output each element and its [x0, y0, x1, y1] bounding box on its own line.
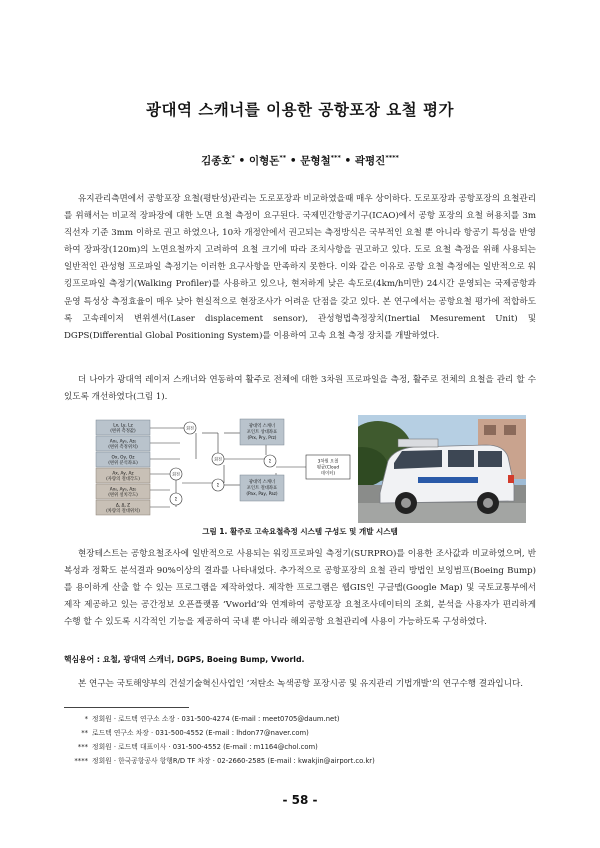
footnote	[64, 713, 340, 725]
output-label: 평균(Cloud	[316, 465, 340, 471]
body-paragraph: 더 나아가 광대역 레이저 스캐너와 연동하여 활주로 전체에 대한 3차원 프로파일을 측정, 활주로 전체의 요철을 관리 할 수 있도록 개선하였다(그림 1).	[64, 375, 536, 403]
node-label: Σ	[216, 482, 220, 488]
input-label: Ox, Oy, Oz	[111, 455, 135, 461]
author-name: 김종호	[201, 155, 232, 167]
keywords	[64, 654, 305, 665]
footnote-mark: **	[81, 729, 88, 737]
input-label: (자량의 절대각도)	[106, 477, 140, 482]
node-label: 회전	[172, 471, 180, 477]
input-label: Δ, Δ, Z	[115, 503, 131, 509]
footnote-mark: ***	[77, 743, 88, 751]
acknowledgement: 본 연구는 국토해양부의 건설기술혁신사업인 ‘저탄소 녹색공항 포장시공 및 유지관리 기법개발’의 연구수행 결과입니다.	[78, 679, 524, 689]
input-label: Ax₀, Ay₀, Az₀	[109, 487, 137, 493]
footnote-text: 정회원 · 로드텍 대표이사 · 031-500-4552 (E-mail : m1164@chol.com)	[92, 743, 318, 751]
footnote-text: 정회원 · 한국공항공사 항행R/D TF 차장 · 02-2660-2585 (E-mail : kwakjin@airport.co.kr)	[92, 757, 375, 765]
output-label: 3차원 요철	[317, 459, 339, 465]
node-label: Σ	[268, 458, 272, 464]
input-label: (변위 측정값)	[110, 429, 136, 434]
scanner-label: 포인트 상대좌표	[246, 430, 278, 435]
input-label: (차량의 절대위치)	[106, 509, 140, 514]
node-label: 회전	[214, 456, 222, 462]
keywords-label: 핵심용어 :	[64, 655, 100, 664]
footnote	[64, 727, 309, 739]
input-label: (변위 설치각도)	[108, 493, 138, 498]
figure-caption: 그림 1. 활주로 고속요철측정 시스템 구성도 및 개발 시스템	[202, 527, 398, 536]
author-separator: •	[234, 155, 249, 167]
output-label: 데이터)	[320, 471, 336, 477]
footnote-mark: *	[84, 715, 88, 723]
input-label: (변위 측정위치)	[108, 445, 138, 450]
author-mark: ****	[385, 153, 399, 162]
body-paragraph: 현장테스트는 공항요철조사에 일반적으로 사용되는 워킹프로파일 측정기(SURPRO)를 이용한 조사값과 비교하였으며, 반복성과 정확도 분석결과 90%이상의 결과를 나타내었다. 추가적으로 공항포장의 요철 관리 방법인 보잉범프(Boeing Bump)를 용이하게 산출 할 수 있는 프로그램을 제작하였다. 제작한 프로그램은 웹GIS인 구글맵(Google Map) 및 국토교통부에서 제작 제공하고 있는 공간정보 오픈플랫폼 ‘Vworld’와 연계하여 공항포장 요철조사데이터의 조회, 분석을 사용자가 편리하게 수행 할 수 있도록 시각적인 기능을 제공하여 국내 뿐 아니라 해외공항 요철관리에 사용이 가능하도록 구성하였다.	[64, 549, 536, 628]
footnote	[64, 755, 375, 767]
author-mark: ***	[330, 153, 341, 162]
scanner-label: (Prx, Pry, Prz)	[247, 436, 277, 441]
scanner-label: 광대역 스캐너	[248, 480, 276, 485]
figure-1	[92, 415, 526, 523]
page-number: - 58 -	[282, 793, 318, 807]
diagram-input-boxes	[96, 420, 150, 515]
scanner-label: 포인트 절대좌표	[246, 486, 278, 491]
input-label: Ax, Ay, Az	[112, 471, 134, 477]
paper-title: 광대역 스캐너를 이용한 공항포장 요철 평가	[146, 101, 454, 119]
scanner-label: (Pax, Pay, Paz)	[246, 492, 278, 497]
scanner-label: 광대역 스캐너	[248, 424, 276, 429]
measurement-vehicle-photo	[358, 415, 526, 523]
footnote-text: 정회원 · 로드텍 연구소 소장 · 031-500-4274 (E-mail : meet0705@daum.net)	[92, 715, 340, 723]
node-label: 회전	[186, 425, 194, 431]
input-label: Lx, Ly, Lz	[113, 423, 133, 429]
author-separator: •	[286, 155, 301, 167]
keywords-list: 요철, 광대역 스캐너, DGPS, Boeing Bump, Vworld.	[102, 655, 305, 664]
input-label: (변위 분석좌표)	[108, 461, 138, 466]
author-mark: *	[231, 153, 235, 162]
footnote	[64, 741, 318, 753]
footnote-text: 로드텍 연구소 차장 · 031-500-4552 (E-mail : lhdon77@naver.com)	[92, 729, 309, 737]
footnote-divider	[64, 707, 189, 708]
body-paragraph: 유지관리측면에서 공항포장 요철(평탄성)관리는 도로포장과 비교하였을때 매우 상이하다. 도로포장과 공항포장의 요철관리를 위해서는 비교적 장파장에 대한 노면 요철 측정이 요구된다. 국제민간항공기구(ICAO)에서 공항 포장의 요철 허용치를 3m 직선자 기준 3mm 이하로 권고 하였으나, 10차 개정안에서 권고되는 측정방식은 국부적인 요철 뿐 아니라 항공기 특성을 반영하여 장파장(120m)의 노면요철까지 고려하여 요철 크기에 따라 조치사항을 권고하고 있다. 도로 요철 측정을 위해 사용되는 일반적인 관성형 프로파일 측정기는 이러한 요구사항을 만족하지 못한다. 이와 같은 이유로 공항 요철 측정에는 일반적으로 워킹프로파일 측정기(Walking Profiler)를 사용하고 있으나, 현저하게 낮은 속도로(4km/h미만) 24시간 운영되는 국제공항과 운영 특성상 측정효율이 매우 낮아 현실적으로 현장조사가 어려운 단점을 갖고 있다. 본 연구에서는 공항요철 평가에 적합하도록 고속레이저 변위센서(Laser displacement sensor), 관성형법측정장치(Inertial Mesurement Unit) 및 DGPS(Differential Global Positioning System)를 이용하여 고속 요철 측정 장치를 개발하였다.	[64, 194, 536, 341]
author-mark: **	[279, 153, 287, 162]
input-label: Ax₀, Ay₀, Az₀	[109, 439, 137, 445]
author-name: 이형돈	[248, 155, 280, 167]
author-line	[0, 153, 600, 168]
author-name: 곽평진	[354, 155, 386, 167]
author-name: 문형철	[300, 155, 331, 167]
footnote-mark: ****	[74, 757, 88, 765]
node-label: Σ	[174, 496, 178, 502]
system-block-diagram	[92, 415, 356, 523]
author-separator: •	[340, 155, 355, 167]
